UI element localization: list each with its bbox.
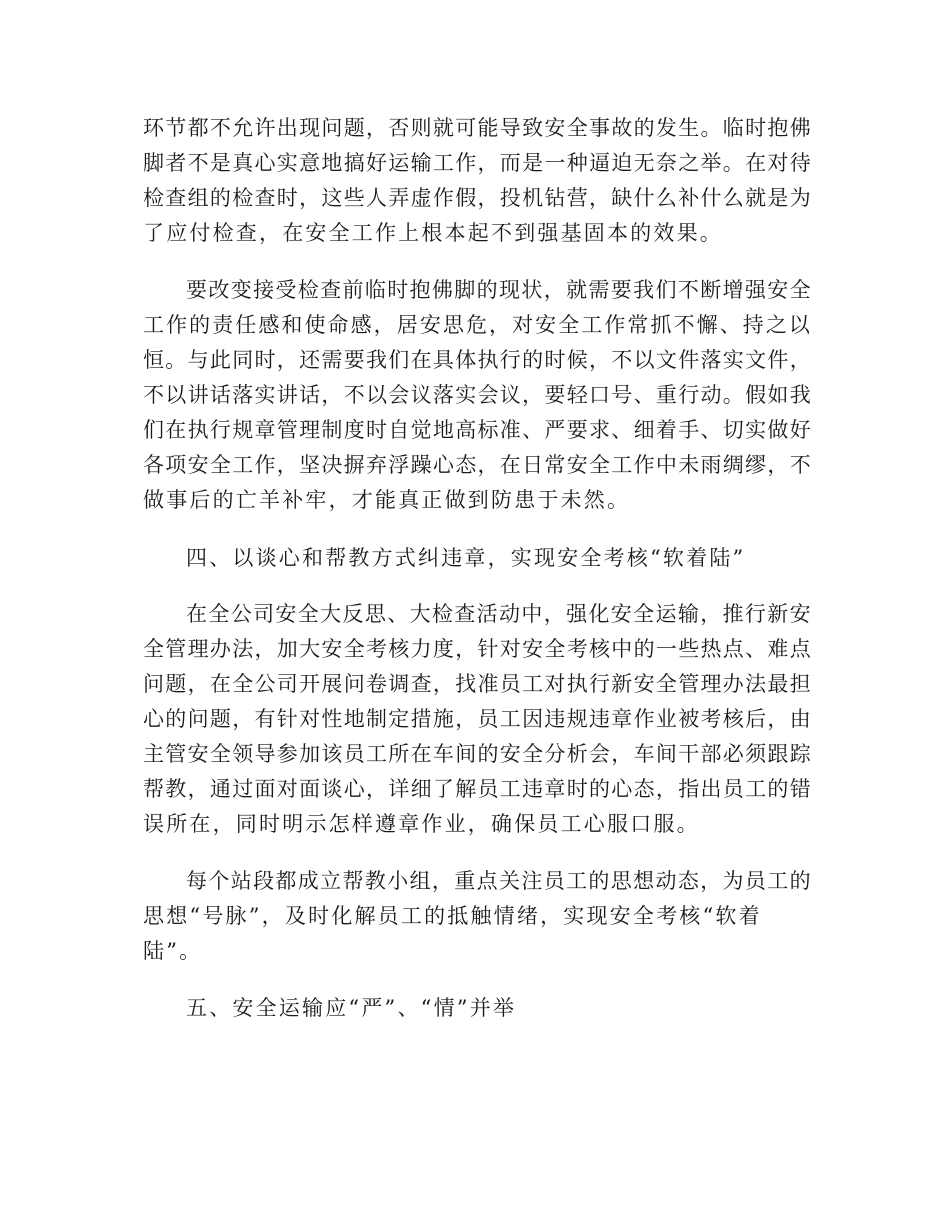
paragraph-3-line-2: 全管理办法，加大安全考核力度，针对安全考核中的一些热点、难点 — [143, 637, 812, 661]
paragraph-4-line-2: 思想“号脉”，及时化解员工的抵触情绪，实现安全考核“软着 — [143, 904, 762, 928]
paragraph-2-line-7: 做事后的亡羊补牢，才能真正做到防患于未然。 — [143, 488, 631, 512]
paragraph-2-line-3: 恒。与此同时，还需要我们在具体执行的时候，不以文件落实文件， — [143, 348, 812, 372]
paragraph-1-line-3: 检查组的检查时，这些人弄虚作假，投机钻营，缺什么补什么就是为 — [143, 186, 812, 210]
paragraph-2-line-2: 工作的责任感和使命感，居安思危，对安全工作常抓不懈、持之以 — [143, 313, 812, 337]
paragraph-1-line-1: 环节都不允许出现问题，否则就可能导致安全事故的发生。临时抱佛 — [143, 116, 812, 140]
paragraph-4-line-1: 每个站段都成立帮教小组，重点关注员工的思想动态，为员工的 — [186, 869, 812, 893]
paragraph-1-line-2: 脚者不是真心实意地搞好运输工作，而是一种逼迫无奈之举。在对待 — [143, 151, 812, 175]
paragraph-3-line-7: 误所在，同时明示怎样遵章作业，确保员工心服口服。 — [143, 812, 700, 836]
paragraph-2-line-5: 们在执行规章管理制度时自觉地高标准、严要求、细着手、切实做好 — [143, 418, 812, 442]
section-heading-5: 五、安全运输应“严”、“情”并举 — [186, 996, 517, 1020]
paragraph-2-line-1: 要改变接受检查前临时抱佛脚的现状，就需要我们不断增强安全 — [186, 278, 812, 302]
paragraph-3-line-3: 问题，在全公司开展问卷调查，找准员工对执行新安全管理办法最担 — [143, 672, 812, 696]
paragraph-3-line-4: 心的问题，有针对性地制定措施，员工因违规违章作业被考核后，由 — [143, 707, 812, 731]
paragraph-3-line-5: 主管安全领导参加该员工所在车间的安全分析会，车间干部必须跟踪 — [143, 742, 812, 766]
section-heading-4: 四、以谈心和帮教方式纠违章，实现安全考核“软着陆” — [186, 546, 746, 570]
paragraph-3-line-1: 在全公司安全大反思、大检查活动中，强化安全运输，推行新安 — [186, 602, 812, 626]
paragraph-1-line-4: 了应付检查，在安全工作上根本起不到强基固本的效果。 — [143, 221, 723, 245]
paragraph-3-line-6: 帮教，通过面对面谈心，详细了解员工违章时的心态，指出员工的错 — [143, 777, 812, 801]
paragraph-4-line-3: 陆”。 — [143, 939, 203, 963]
paragraph-2-line-6: 各项安全工作，坚决摒弃浮躁心态，在日常安全工作中未雨绸缪，不 — [143, 453, 812, 477]
paragraph-2-line-4: 不以讲话落实讲话，不以会议落实会议，要轻口号、重行动。假如我 — [143, 383, 812, 407]
